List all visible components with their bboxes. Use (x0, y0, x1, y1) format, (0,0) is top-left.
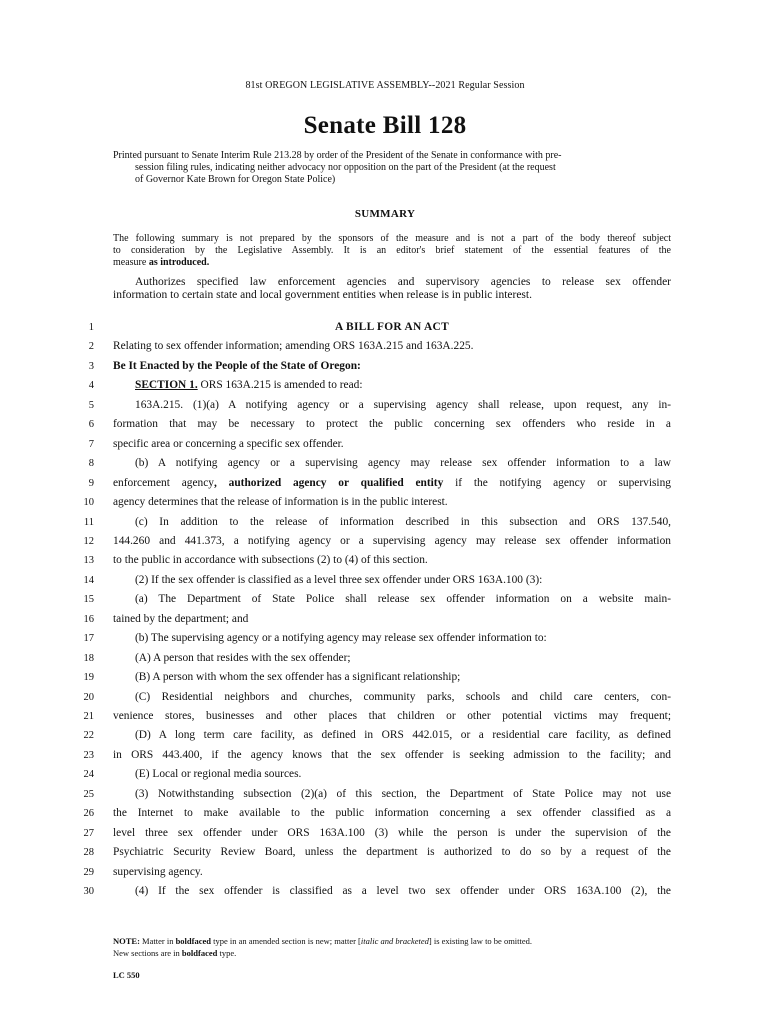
line-number: 28 (83, 847, 94, 859)
line-number: 5 (88, 399, 94, 411)
line-text: (4) If the sex offender is classified as a level two sex offender under ORS 163A.100 (2), the (135, 885, 671, 898)
bill-line (0, 827, 770, 846)
line-number: 8 (88, 458, 94, 470)
line-number: 18 (83, 652, 94, 664)
line-text: the Internet to make available to the public information concerning a sex offender classified as a (113, 807, 671, 820)
line-text: (c) In addition to the release of information described in this subsection and ORS 137.540, (135, 515, 671, 528)
bill-line (0, 457, 770, 476)
line-text: (3) Notwithstanding subsection (2)(a) of this section, the Department of State Police may not use (135, 787, 671, 800)
line-number: 1 (88, 322, 94, 333)
disclaimer-line-3-text: measure (113, 257, 149, 269)
line-text: (E) Local or regional media sources. (135, 768, 302, 781)
disclaimer-line-1: The following summary is not prepared by the sponsors of the measure and is not a part of the body thereof subject (113, 233, 671, 244)
line-text: venience stores, businesses and other places that children or other potential victims may frequent; (113, 710, 671, 722)
bill-title: Senate Bill 128 (303, 112, 467, 139)
bill-line (0, 418, 770, 437)
bill-line (0, 652, 770, 671)
line-number: 27 (83, 827, 94, 839)
line-text (113, 379, 671, 391)
line-segment: if the notifying agency or supervising (443, 476, 671, 489)
line-text: Psychiatric Security Review Board, unless the department is authorized to do so by a request of the (113, 846, 671, 859)
line-number: 24 (83, 769, 94, 781)
bill-line (0, 399, 770, 418)
line-number: 20 (83, 691, 94, 703)
line-number: 12 (83, 535, 94, 547)
line-text: in ORS 443.400, if the agency knows that the sex offender is seeking admission to the facility; and (113, 748, 671, 761)
note-text-a: Matter in (139, 936, 176, 946)
bill-line (0, 632, 770, 651)
line-number: 2 (88, 341, 94, 353)
line-text: Be It Enacted by the People of the State of Oregon: (113, 359, 361, 372)
note-text-e: type. (217, 948, 237, 958)
line-number: 26 (83, 808, 94, 820)
line-number: 10 (83, 497, 94, 509)
line-text: A BILL FOR AN ACT (335, 321, 449, 333)
note-label: NOTE: (113, 936, 140, 946)
line-number: 16 (83, 613, 94, 625)
bill-line (0, 496, 770, 515)
line-number: 7 (88, 438, 94, 450)
bill-line (0, 710, 770, 729)
line-text: 163A.215. (1)(a) A notifying agency or a supervising agency shall release, upon request, any in- (135, 398, 671, 411)
bill-line (0, 768, 770, 787)
bill-line (0, 613, 770, 632)
line-text: specific area or concerning a specific sex offender. (113, 437, 344, 450)
note-text-b: type in an amended section is new; matter [ (211, 936, 361, 946)
line-text: (b) A notifying agency or a supervising agency may release sex offender information to a law (135, 457, 671, 470)
printed-note-line-3: of Governor Kate Brown for Oregon State Police) (135, 174, 336, 186)
bill-line (0, 379, 770, 398)
bill-line (0, 438, 770, 457)
line-number: 25 (83, 788, 94, 800)
line-text (113, 477, 671, 489)
bill-line (0, 729, 770, 748)
bill-line (0, 477, 770, 496)
line-text: 144.260 and 441.373, a notifying agency or a supervising agency may release sex offender information (113, 534, 671, 547)
section-label: SECTION 1. (135, 379, 198, 392)
bill-line (0, 866, 770, 885)
line-text: Relating to sex offender information; amending ORS 163A.215 and 163A.225. (113, 340, 474, 353)
line-number: 19 (83, 672, 94, 684)
line-number: 4 (88, 380, 94, 392)
printed-note-line-1: Printed pursuant to Senate Interim Rule 213.28 by order of the President of the Senate in conformance with pre- (113, 150, 562, 161)
summary-disclaimer (113, 233, 671, 270)
line-text: (D) A long term care facility, as defined in ORS 442.015, or a residential care facility, as defined (135, 729, 671, 742)
bill-line (0, 360, 770, 379)
note-italic: italic and bracketed (360, 936, 429, 946)
note-text-c: ] is existing law to be omitted. (428, 936, 533, 946)
summary-text-line-2: information to certain state and local government entities when release is in public interest. (113, 289, 532, 302)
note-boldfaced-1: boldfaced (175, 936, 211, 946)
line-text: (2) If the sex offender is classified as a level three sex offender under ORS 163A.100 (3): (135, 573, 543, 586)
line-text: (B) A person with whom the sex offender has a significant relationship; (135, 671, 461, 684)
line-text: agency determines that the release of information is in the public interest. (113, 496, 448, 509)
line-number: 6 (88, 419, 94, 431)
bill-line (0, 535, 770, 554)
amended-bold-text: , authorized agency or qualified entity (213, 476, 444, 489)
line-number: 11 (83, 516, 94, 528)
line-number: 29 (83, 866, 94, 878)
line-text: formation that may be necessary to protect the public concerning sex offenders who reside in a (113, 418, 671, 431)
bill-line (0, 593, 770, 612)
line-number: 3 (88, 360, 94, 372)
line-number: 22 (83, 730, 94, 742)
line-number: 17 (83, 633, 94, 645)
disclaimer-line-2: to consideration by the Legislative Assembly. It is an editor's brief statement of the essential features of the (113, 245, 671, 257)
line-text: (b) The supervising agency or a notifying agency may release sex offender information to: (135, 632, 547, 645)
printed-note (113, 150, 671, 187)
bill-line (0, 885, 770, 904)
bill-line (0, 846, 770, 865)
line-number: 14 (83, 574, 94, 586)
bill-line (0, 691, 770, 710)
section-text: ORS 163A.215 is amended to read: (197, 379, 363, 392)
footnote (113, 935, 671, 959)
line-text: (C) Residential neighbors and churches, community parks, schools and child care centers, con- (135, 690, 671, 703)
note-text-d: New sections are in (113, 948, 182, 958)
line-segment: enforcement agency (113, 476, 214, 489)
bill-line (0, 554, 770, 573)
bill-line (0, 321, 770, 340)
line-number: 21 (83, 711, 94, 722)
lc-number: LC 550 (113, 970, 140, 980)
bill-line (0, 516, 770, 535)
summary-text (113, 276, 671, 303)
bill-line (0, 788, 770, 807)
line-text: (A) A person that resides with the sex offender; (135, 651, 351, 664)
bill-line (0, 574, 770, 593)
bill-line (0, 807, 770, 826)
bill-line (0, 671, 770, 690)
note-boldfaced-2: boldfaced (181, 948, 218, 958)
session-header: 81st OREGON LEGISLATIVE ASSEMBLY--2021 Regular Session (245, 80, 525, 91)
line-text: supervising agency. (113, 865, 203, 878)
line-text: (a) The Department of State Police shall release sex offender information on a website main- (135, 593, 671, 606)
as-introduced-label: as introduced. (148, 257, 210, 269)
line-number: 9 (88, 477, 94, 489)
line-text: to the public in accordance with subsections (2) to (4) of this section. (113, 554, 428, 567)
bill-line (0, 340, 770, 359)
footnote-line-1 (113, 935, 671, 947)
line-number: 30 (83, 886, 94, 898)
bill-line (0, 749, 770, 768)
footnote-line-2 (113, 947, 671, 959)
line-number: 23 (83, 749, 94, 761)
line-number: 13 (83, 555, 94, 567)
line-text: level three sex offender under ORS 163A.100 (3) while the person is under the supervision of the (113, 826, 671, 839)
line-text: tained by the department; and (113, 612, 249, 625)
disclaimer-line-3 (113, 257, 209, 268)
line-number: 15 (83, 594, 94, 606)
summary-text-line-1: Authorizes specified law enforcement agencies and supervisory agencies to release sex offender (135, 276, 671, 288)
summary-heading: SUMMARY (354, 208, 416, 220)
printed-note-line-2: session filing rules, indicating neither advocacy nor opposition on the part of the President (at the request (135, 162, 556, 174)
